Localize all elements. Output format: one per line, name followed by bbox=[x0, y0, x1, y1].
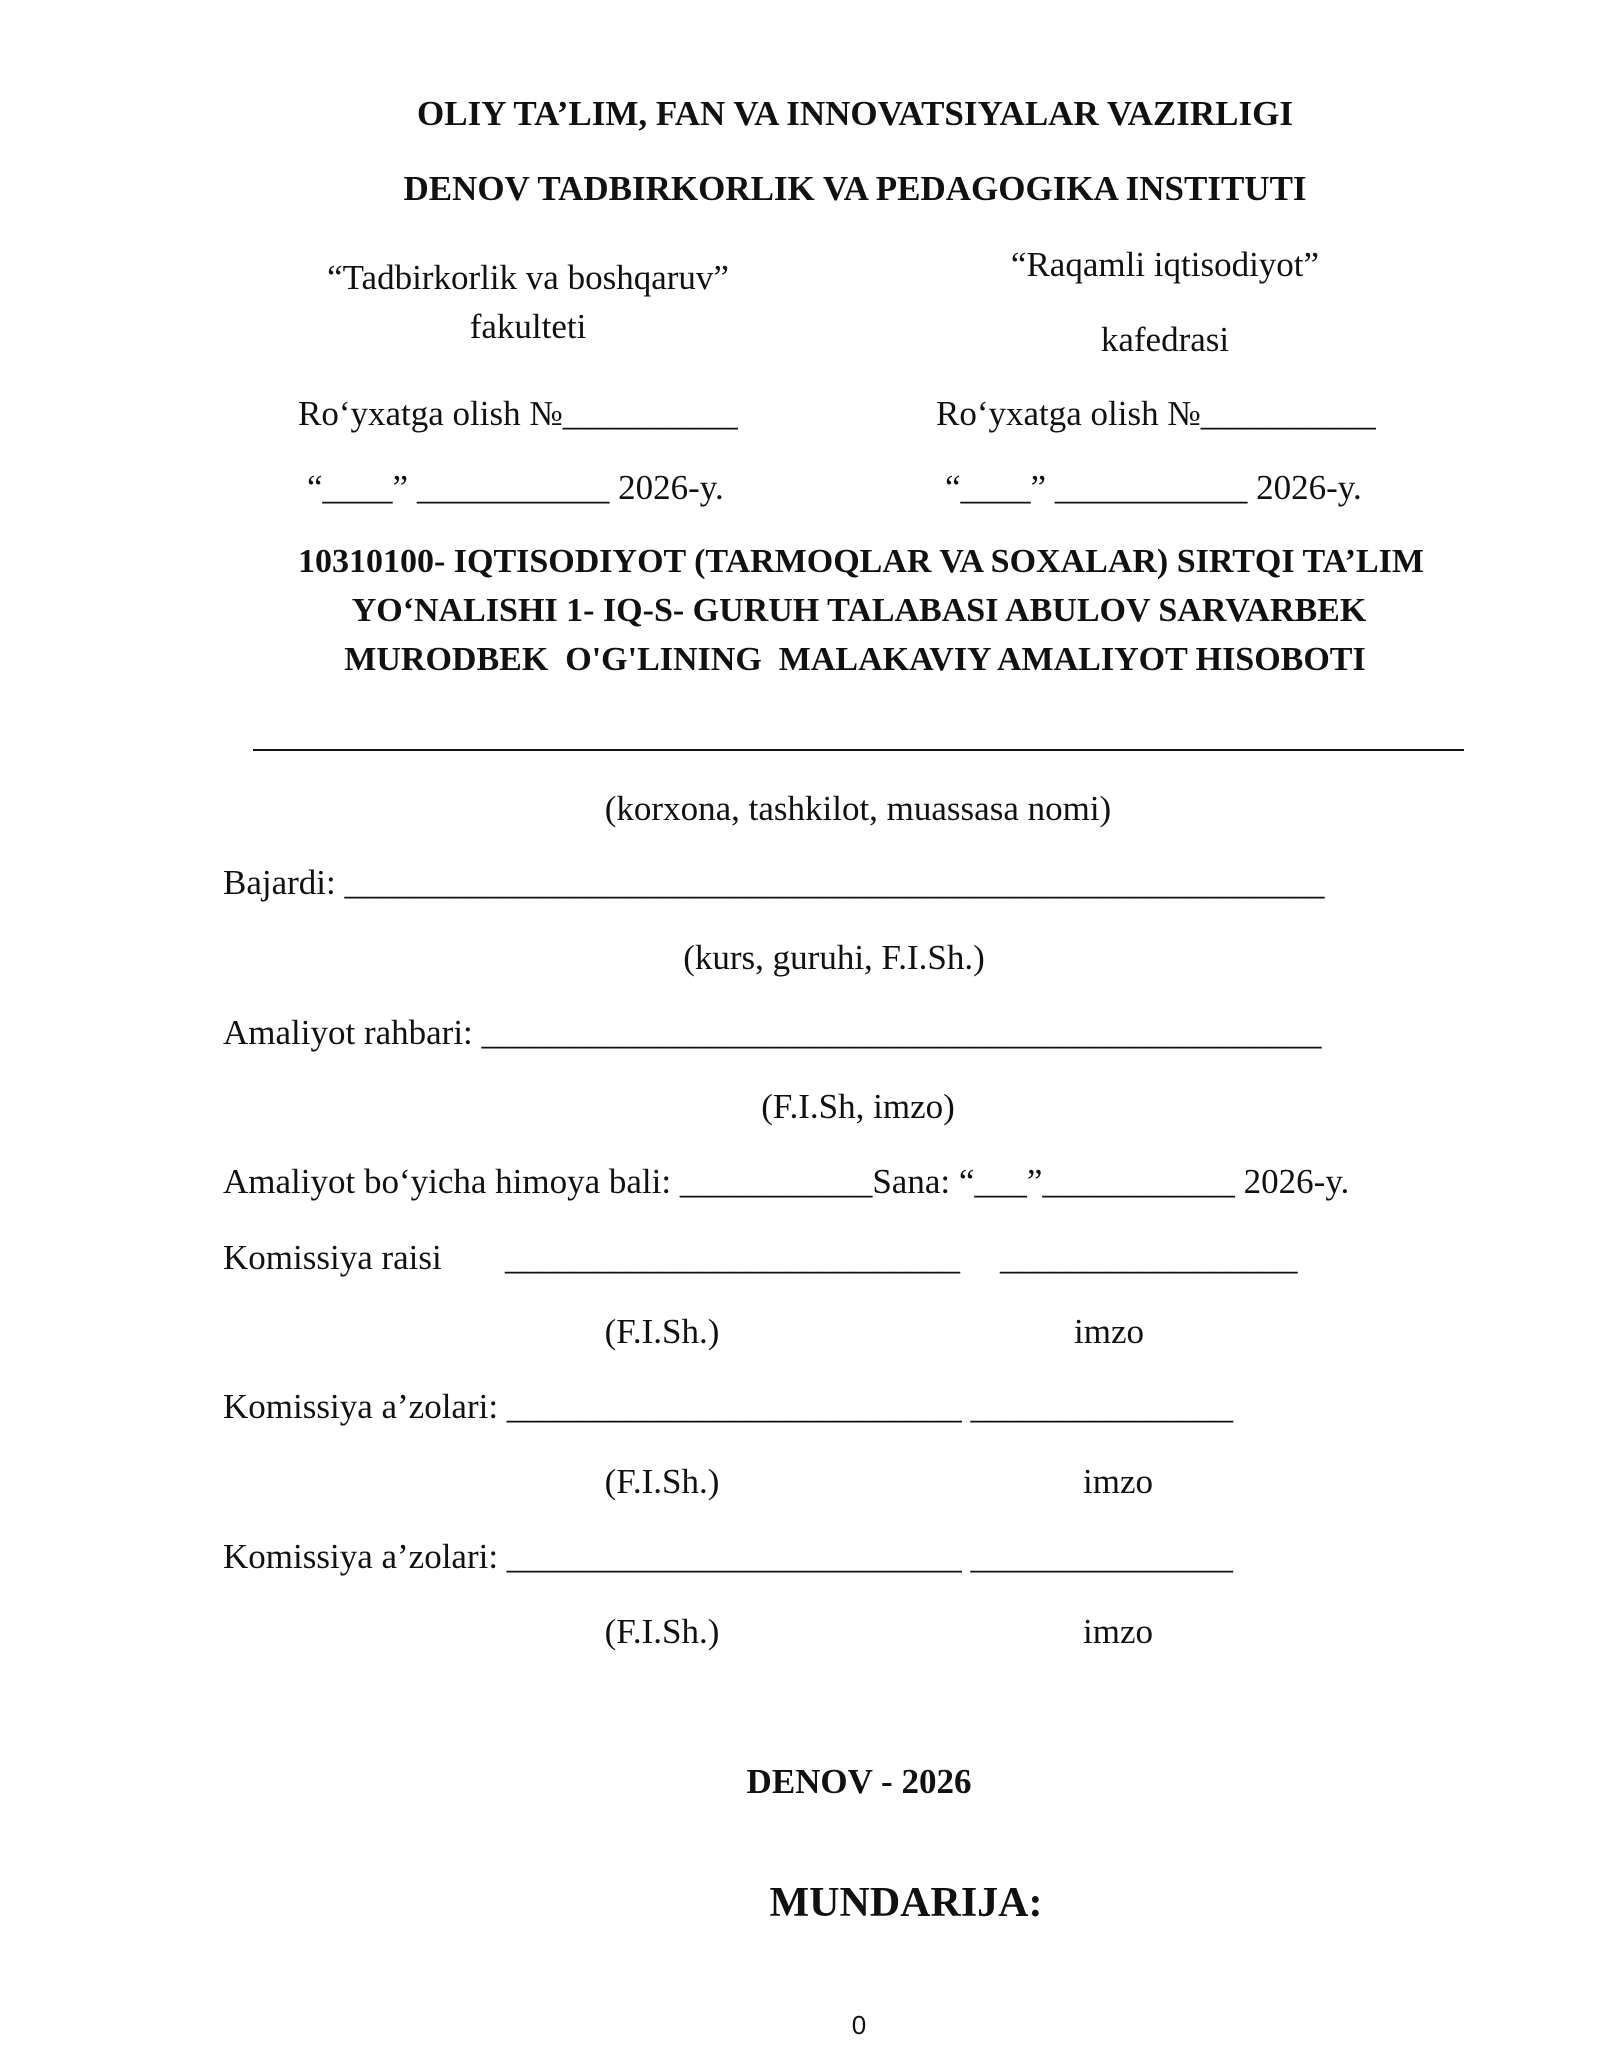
commission-chair-name-blank: __________________________ bbox=[505, 1238, 960, 1277]
report-title-line-2: YO‘NALISHI 1- IQ-S- GURUH TALABASI ABULOV SARVARBEK bbox=[351, 592, 1367, 629]
faculty-name: “Tadbirkorlik va boshqaruv” bbox=[327, 258, 729, 297]
left-registration-number: Ro‘yxatga olish №__________ bbox=[298, 394, 738, 433]
page-number: 0 bbox=[851, 2010, 867, 2040]
organization-blank-line bbox=[253, 749, 1464, 751]
performed-by-caption: (kurs, guruhi, F.I.Sh.) bbox=[683, 938, 985, 977]
commission-member-2-name-caption: (F.I.Sh.) bbox=[604, 1612, 720, 1651]
department-name: “Raqamli iqtisodiyot” bbox=[1010, 245, 1320, 284]
commission-chair-name-caption: (F.I.Sh.) bbox=[604, 1312, 720, 1351]
commission-member-1-name-caption: (F.I.Sh.) bbox=[604, 1462, 720, 1501]
department-word: kafedrasi bbox=[1100, 320, 1230, 359]
faculty-word: fakulteti bbox=[469, 307, 587, 346]
report-title-line-1: 10310100- IQTISODIYOT (TARMOQLAR VA SOXALAR) SIRTQI TA’LIM bbox=[297, 543, 1425, 580]
supervisor-field: Amaliyot rahbari: ________________________________________________ bbox=[223, 1013, 1322, 1052]
commission-member-1-field: Komissiya a’zolari: __________________________ _______________ bbox=[223, 1387, 1234, 1426]
commission-member-2-field: Komissiya a’zolari: __________________________ _______________ bbox=[223, 1537, 1234, 1576]
commission-member-1-sign-caption: imzo bbox=[1083, 1462, 1153, 1501]
defense-score-field: Amaliyot bo‘yicha himoya bali: ___________Sana: “___”___________ 2026-y. bbox=[223, 1162, 1350, 1201]
supervisor-caption: (F.I.Sh, imzo) bbox=[761, 1087, 955, 1126]
city-year: DENOV - 2026 bbox=[746, 1762, 972, 1801]
commission-chair-sign-blank: _________________ bbox=[1000, 1238, 1298, 1277]
performed-by-field: Bajardi: ________________________________________________________ bbox=[223, 863, 1325, 902]
institute-title: DENOV TADBIRKORLIK VA PEDAGOGIKA INSTITUTI bbox=[403, 169, 1307, 208]
commission-chair-label: Komissiya raisi bbox=[223, 1238, 442, 1277]
right-registration-date: “____” ___________ 2026-y. bbox=[945, 468, 1362, 507]
ministry-title: OLIY TA’LIM, FAN VA INNOVATSIYALAR VAZIRLIGI bbox=[417, 94, 1293, 133]
report-title-line-3: MURODBEK O'G'LINING MALAKAVIY AMALIYOT HISOBOTI bbox=[344, 641, 1366, 678]
organization-caption: (korxona, tashkilot, muassasa nomi) bbox=[604, 789, 1112, 828]
right-registration-number: Ro‘yxatga olish №__________ bbox=[936, 394, 1376, 433]
commission-member-2-sign-caption: imzo bbox=[1083, 1612, 1153, 1651]
contents-heading: MUNDARIJA: bbox=[769, 1880, 1043, 1926]
commission-chair-sign-caption: imzo bbox=[1074, 1312, 1144, 1351]
left-registration-date: “____” ___________ 2026-y. bbox=[307, 468, 724, 507]
